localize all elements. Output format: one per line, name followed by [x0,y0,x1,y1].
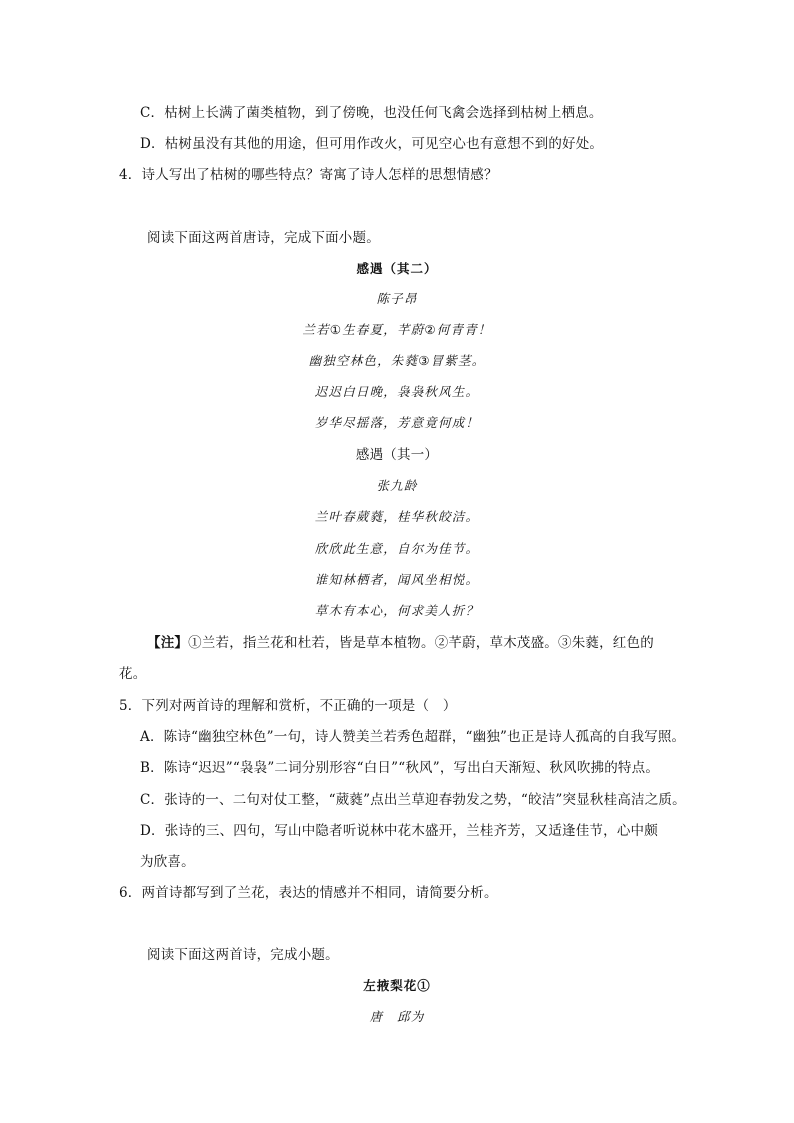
poem2-line: 欣欣此生意，自尔为佳节。 [314,541,480,556]
question-5: 5．下列对两首诗的理解和赏析，不正确的一项是（ ） [119,698,457,714]
reading-intro-2: 阅读下面这两首诗，完成小题。 [147,947,339,963]
option-d: D．枯树虽没有其他的用途，但可用作改火，可见空心也有意想不到的好处。 [140,136,604,152]
q5-option-b: B．陈诗“迟迟”“袅袅”二词分别形容“白日”“秋风”，写出白天渐短、秋风吹拂的特点。 [140,760,660,776]
note-text: ①兰若，指兰花和杜若，皆是草本植物。②芊蔚，草木茂盛。③朱蕤，红色的 [188,635,654,651]
poem1-author: 陈子昂 [376,291,418,306]
poem2-line: 兰叶春葳蕤，桂华秋皎洁。 [314,509,480,524]
q5-option-d: D．张诗的三、四句，写山中隐者听说林中花木盛开，兰桂齐芳，又适逢佳节，心中颇 [140,823,658,839]
poem3-title: 左掖梨花① [363,978,431,993]
note-label: 【注】 [147,635,189,651]
question-6: 6．两首诗都写到了兰花，表达的情感并不相同，请简要分析。 [119,885,498,901]
option-c: C．枯树上长满了菌类植物，到了傍晚，也没任何飞禽会选择到枯树上栖息。 [140,105,603,121]
poem2-author: 张九龄 [376,478,418,493]
poem1-line: 兰若①生春夏，芊蔚②何青青！ [302,322,492,337]
question-4: 4．诗人写出了枯树的哪些特点？寄寓了诗人怎样的思想情感？ [119,167,498,183]
reading-intro-1: 阅读下面这两首唐诗，完成下面小题。 [147,230,380,246]
q5-option-a: A．陈诗“幽独空林色”一句，诗人赞美兰若秀色超群，“幽独”也正是诗人孤高的自我写照。 [140,729,686,745]
poem1-line: 岁华尽摇落，芳意竟何成！ [314,415,480,430]
poem2-line: 谁知林栖者，闻风坐相悦。 [314,572,480,587]
poem1-title: 感遇（其二） [356,261,438,276]
poem1-line: 迟迟白日晚，袅袅秋风生。 [314,384,480,399]
poem2-title: 感遇（其一） [355,447,439,463]
q5-option-c: C．张诗的一、二句对仗工整，“葳蕤”点出兰草迎春勃发之势，“皎洁”突显秋桂高洁之质。 [140,792,686,808]
poem3-author: 唐 邱为 [369,1009,425,1024]
annotation-note [147,634,654,652]
note-continuation: 花。 [119,666,147,682]
q5-option-d-continuation: 为欣喜。 [140,854,195,870]
poem1-line: 幽独空林色，朱蕤③冒紫茎。 [308,353,486,368]
poem2-line: 草木有本心，何求美人折？ [314,603,480,618]
